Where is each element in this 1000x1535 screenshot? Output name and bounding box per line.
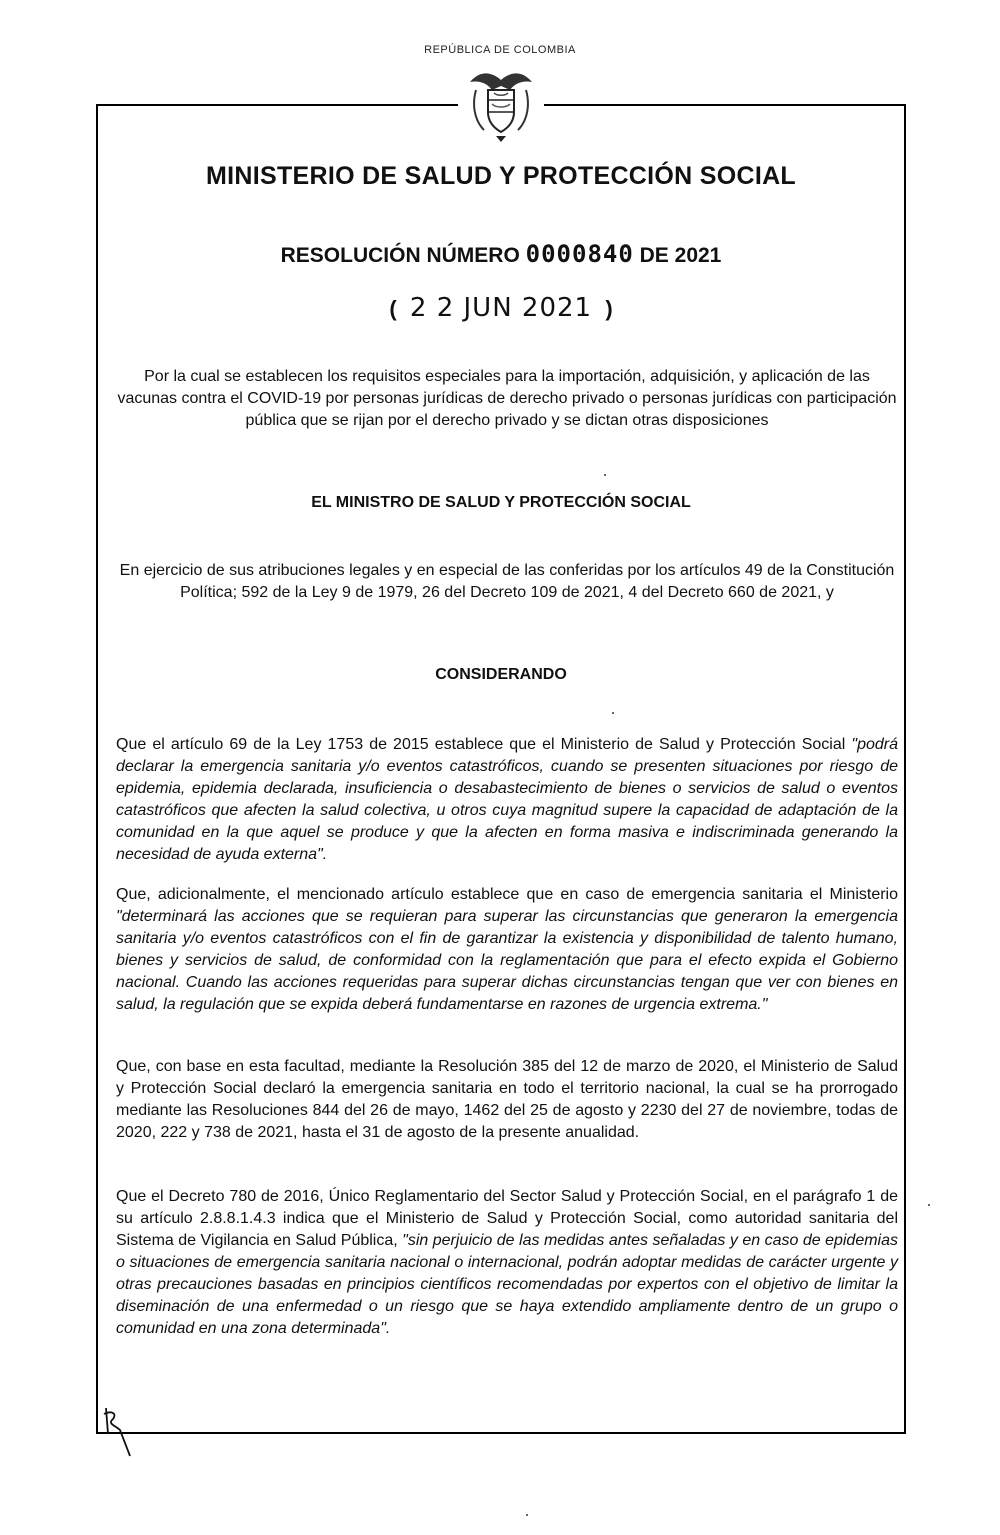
scan-speck — [604, 474, 606, 476]
paragraph-text: Que el artículo 69 de la Ley 1753 de 2015 establece que el Ministerio de Salud y Protección Social — [116, 736, 852, 753]
date-stamp: 2 2 JUN 2021 — [409, 293, 593, 323]
country-label: REPÚBLICA DE COLOMBIA — [424, 44, 576, 56]
paragraph-quote: "podrá declarar la emergencia sanitaria y/o eventos catastróficos, cuando se presenten situaciones por riesgo de epidemia, epidemia declarada, insuficiencia o desabastecimiento de bienes o servicios de salud o eventos catastróficos que afecten la salud colectiva, u otros cuya magnitud supere la capacidad de adaptación de la comunidad en la que aquel se produce y que la afecten en forma masiva e indiscriminada generando la necesidad de ayuda externa". — [116, 736, 898, 863]
resolution-title — [96, 240, 906, 268]
resolution-number: 0000840 — [525, 240, 634, 268]
resolution-intro: Por la cual se establecen los requisitos especiales para la importación, adquisición, y aplicación de las vacunas contra el COVID-19 por personas jurídicas de derecho privado o personas jurídicas con participación pública que se rijan por el derecho privado y se dictan otras disposiciones — [117, 368, 897, 429]
date-paren-open: ( — [389, 296, 397, 321]
paragraph-quote: "determinará las acciones que se requieran para superar las circunstancias que generaron la emergencia sanitaria y/o eventos catastróficos con el fin de garantizar la existencia y disponibilidad de talento humano, bienes y servicios de salud, de conformidad con la reglamentación que para el efecto expida el Gobierno nacional. Cuando las acciones requeridas para superar dichas circunstancias tengan que ver con bienes en salud, la regulación que se expida deberá fundamentarse en razones de urgencia extrema." — [116, 908, 898, 1013]
resolution-year: DE 2021 — [639, 244, 722, 267]
considering-paragraph-2 — [116, 884, 898, 1016]
ministry-title: MINISTERIO DE SALUD Y PROTECCIÓN SOCIAL — [206, 162, 796, 190]
considering-paragraph-3: Que, con base en esta facultad, mediante la Resolución 385 del 12 de marzo de 2020, el Ministerio de Salud y Protección Social declaró la emergencia sanitaria en todo el territorio nacional, la cual se ha prorrogado mediante las Resoluciones 844 del 26 de mayo, 1462 del 25 de agosto y 2230 del 27 de noviembre, todas de 2020, 222 y 738 de 2021, hasta el 31 de agosto de la presente anualidad. — [116, 1058, 898, 1141]
initials-signature-icon — [100, 1404, 134, 1460]
scan-speck — [928, 1204, 930, 1206]
paragraph-text: Que el Decreto 780 de 2016, Único Reglamentario del Sector Salud y Protección Social, en el parágrafo 1 de su artículo 2.8.8.1.4.3 indica que el Ministerio de Salud y Protección Social, como autoridad sanitaria del Sistema de Vigilancia en Salud Pública, — [116, 1188, 898, 1249]
paragraph-text: Que, adicionalmente, el mencionado artículo establece que en caso de emergencia sanitaria el Ministerio — [116, 886, 898, 903]
date-paren-close: ) — [605, 296, 613, 321]
scan-speck — [612, 712, 614, 714]
scan-speck — [526, 1514, 528, 1516]
considering-paragraph-1 — [116, 734, 898, 866]
paragraph-quote: "sin perjuicio de las medidas antes señaladas y en caso de epidemias o situaciones de emergencia sanitaria nacional o internacional, podrán adoptar medidas de carácter urgente y otras precauciones basadas en principios científicos recomendadas por expertos con el objetivo de limitar la diseminación de una enfermedad o un riesgo que se haya extendido ampliamente dentro de un grupo o comunidad en una zona determinada". — [116, 1232, 898, 1337]
minister-heading: EL MINISTRO DE SALUD Y PROTECCIÓN SOCIAL — [311, 494, 691, 511]
powers-paragraph: En ejercicio de sus atribuciones legales y en especial de las conferidas por los artículos 49 de la Constitución Política; 592 de la Ley 9 de 1979, 26 del Decreto 109 de 2021, 4 del Decreto 660 de 2021, y — [119, 562, 895, 601]
resolution-prefix: RESOLUCIÓN NÚMERO — [280, 244, 520, 267]
resolution-date — [96, 292, 906, 323]
considering-paragraph-4 — [116, 1186, 898, 1340]
considering-heading: CONSIDERANDO — [435, 666, 567, 683]
